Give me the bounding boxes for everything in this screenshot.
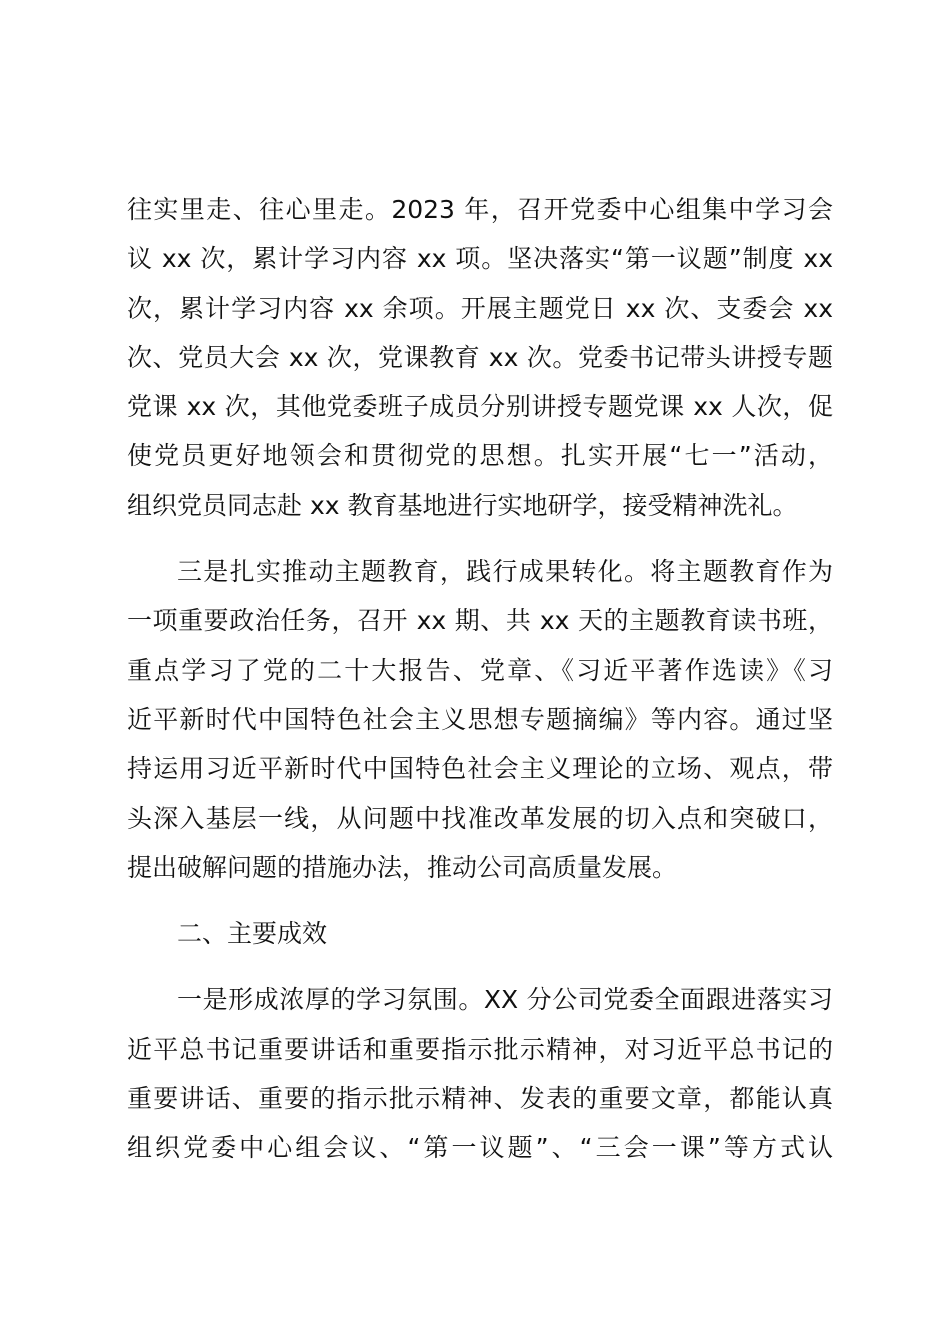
paragraph-line: 提出破解问题的措施办法，推动公司高质量发展。 [127,852,678,882]
paragraph-spacer [127,958,833,975]
paragraph-line: 次，累计学习内容 xx 余项。开展主题党日 xx 次、支委会 xx [127,293,833,323]
paragraph-learning-atmosphere [127,975,833,1172]
paragraph-line: 近平总书记重要讲话和重要指示批示精神，对习近平总书记的 [127,1034,833,1064]
paragraph-line: 近平新时代中国特色社会主义思想专题摘编》等内容。通过坚 [127,704,833,734]
paragraph-line: 往实里走、往心里走。2023 年，召开党委中心组集中学习会 [127,195,833,224]
document-body [127,185,833,1173]
paragraph-line: 使党员更好地领会和贯彻党的思想。扎实开展“七一”活动， [127,441,833,471]
paragraph-spacer [127,530,833,547]
paragraph-line: 持运用习近平新时代中国特色社会主义理论的立场、观点，带 [127,754,833,784]
paragraph-line: 重点学习了党的二十大报告、党章、《习近平著作选读》《习 [127,655,833,685]
section-heading: 二、主要成效 [177,919,328,949]
paragraph-line: 三是扎实推动主题教育，践行成果转化。将主题教育作为 [177,557,833,587]
paragraph-theme-education [127,547,833,892]
paragraph-line: 次、党员大会 xx 次，党课教育 xx 次。党委书记带头讲授专题 [127,342,833,372]
paragraph-line: 组织党委中心组会议、“第一议题”、“三会一课”等方式认 [127,1133,833,1163]
paragraph-line: 一是形成浓厚的学习氛围。XX 分公司党委全面跟进落实习 [177,985,833,1015]
paragraph-line: 头深入基层一线，从问题中找准改革发展的切入点和突破口， [127,803,833,833]
paragraph-line: 重要讲话、重要的指示批示精神、发表的重要文章，都能认真 [127,1084,833,1114]
paragraph-continuation [127,185,833,530]
paragraph-line: 议 xx 次，累计学习内容 xx 项。坚决落实“第一议题”制度 xx [127,244,833,274]
paragraph-line: 一项重要政治任务，召开 xx 期、共 xx 天的主题教育读书班， [127,606,833,636]
paragraph-spacer [127,892,833,909]
paragraph-line: 组织党员同志赴 xx 教育基地进行实地研学，接受精神洗礼。 [127,490,798,520]
paragraph-line: 党课 xx 次，其他党委班子成员分别讲授专题党课 xx 人次，促 [127,392,833,422]
